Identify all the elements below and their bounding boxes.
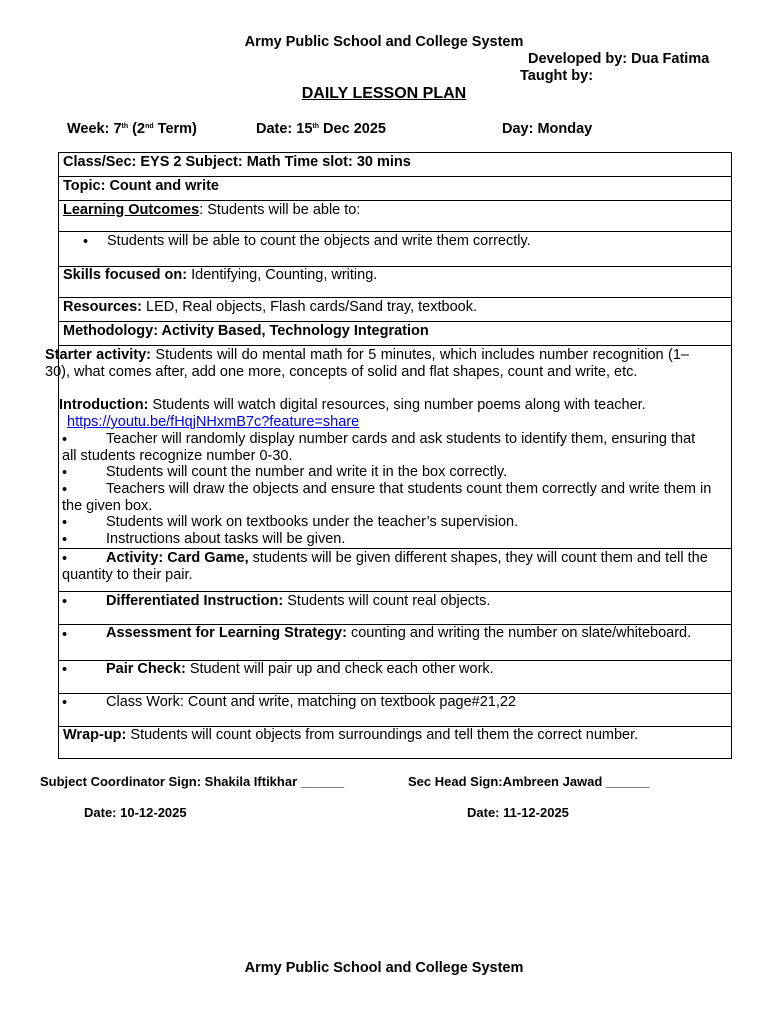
plan-title: DAILY LESSON PLAN — [301, 85, 467, 102]
assess-label: Assessment for Learning Strategy: — [106, 625, 347, 641]
lesson-day: Day: Monday — [502, 121, 593, 137]
intro-link[interactable]: https://youtu.be/fHqjNHxmB7c?feature=share — [67, 414, 360, 430]
topic-row — [58, 176, 732, 201]
step-2: Students will count the number and write it in the box correctly. — [106, 464, 508, 480]
classwork: Class Work: Count and write, matching on textbook page#21,22 — [106, 694, 516, 710]
week-sup: th — [121, 123, 129, 130]
class-line: Class/Sec: EYS 2 Subject: Math Time slot: 30 mins — [63, 154, 411, 170]
skills-line — [63, 267, 377, 283]
bullet-icon: • — [62, 662, 68, 678]
assess-text: counting and writing the number on slate/whiteboard. — [346, 625, 692, 641]
school-header: Army Public School and College System — [244, 34, 524, 50]
outcome-item-row — [58, 231, 732, 267]
starter-activity — [45, 347, 689, 381]
procedure-row — [45, 345, 732, 549]
outcomes-label: Learning Outcomes — [63, 202, 200, 218]
assessment — [106, 625, 691, 641]
bullet-icon: • — [62, 551, 68, 567]
assessment-row — [58, 624, 732, 661]
sec-head-sign: Sec Head Sign:Ambreen Jawad ______ — [408, 774, 650, 789]
term-open: (2 — [128, 121, 146, 137]
resources-row — [58, 297, 732, 322]
bullet-icon: • — [62, 465, 68, 481]
differentiated-row — [58, 591, 732, 625]
date-sup: th — [312, 123, 320, 130]
week-label: Week: 7 — [67, 121, 122, 137]
pair-label: Pair Check: — [106, 661, 186, 677]
wrap-text: Students will count objects from surroundings and tell them the correct number. — [126, 727, 639, 743]
starter-label: Starter activity: — [45, 347, 151, 363]
differentiated — [106, 593, 490, 609]
outcomes-line — [63, 202, 360, 218]
bullet-icon: • — [62, 695, 68, 711]
bullet-icon: • — [62, 532, 68, 548]
methodology: Methodology: Activity Based, Technology Integration — [63, 323, 429, 339]
lesson-date — [256, 121, 386, 137]
date-label: Date: 15 — [256, 121, 313, 137]
coordinator-date: Date: 10-12-2025 — [84, 805, 187, 820]
wrap-label: Wrap-up: — [63, 727, 127, 743]
taught-by: Taught by: — [520, 68, 594, 84]
classwork-row — [58, 693, 732, 727]
week-term — [67, 121, 197, 137]
skills-label: Skills focused on: — [63, 267, 188, 283]
outcome-item: Students will be able to count the objects and write them correctly. — [107, 233, 531, 249]
skills-text: Identifying, Counting, writing. — [187, 267, 378, 283]
wrap-up-row — [58, 726, 732, 759]
resources-label: Resources: — [63, 299, 142, 315]
footer-school: Army Public School and College System — [244, 960, 524, 976]
coordinator-sign: Subject Coordinator Sign: Shakila Iftikhar ______ — [40, 774, 345, 789]
step-1: Teacher will randomly display number cards and ask students to identify them, ensuring that all students recognize number 0-30. — [62, 431, 696, 464]
starter-text: Students will do mental math for 5 minutes, which includes number recognition (1–30), what comes after, add one more, concepts of solid and flat shapes, count and write, etc. — [45, 347, 689, 380]
activity-text: students will be given different shapes, they will count them and tell the quantity to their pair. — [62, 550, 708, 583]
introduction — [59, 397, 646, 413]
topic: Topic: Count and write — [63, 178, 219, 194]
step-4: Students will work on textbooks under the teacher’s supervision. — [106, 514, 519, 530]
sec-head-date: Date: 11-12-2025 — [467, 805, 569, 820]
resources-text: LED, Real objects, Flash cards/Sand tray, textbook. — [141, 299, 477, 315]
intro-link-wrap — [67, 414, 359, 430]
diff-label: Differentiated Instruction: — [106, 593, 284, 609]
term-close: Term) — [153, 121, 197, 137]
bullet-icon: • — [83, 234, 89, 250]
intro-text: Students will watch digital resources, sing number poems along with teacher. — [148, 397, 646, 413]
bullet-icon: • — [62, 627, 68, 643]
bullet-icon: • — [62, 432, 68, 448]
diff-text: Students will count real objects. — [283, 593, 491, 609]
wrap-up — [63, 727, 638, 743]
pair-check-row — [58, 660, 732, 694]
step-5: Instructions about tasks will be given. — [106, 531, 346, 547]
pair-text: Student will pair up and check each other work. — [185, 661, 494, 677]
activity — [62, 550, 728, 584]
developed-by: Developed by: Dua Fatima — [528, 51, 710, 67]
step-3: Teachers will draw the objects and ensure that students count them correctly and write them in the given box. — [62, 481, 712, 514]
outcomes-text: : Students will be able to: — [199, 202, 361, 218]
date-rest: Dec 2025 — [319, 121, 386, 137]
resources-line — [63, 299, 477, 315]
bullet-icon: • — [62, 594, 68, 610]
activity-label: Activity: Card Game, — [106, 550, 249, 566]
pair-check — [106, 661, 494, 677]
activity-row — [58, 548, 732, 592]
skills-row — [58, 266, 732, 298]
intro-label: Introduction: — [59, 397, 149, 413]
outcomes-row — [58, 200, 732, 232]
bullet-icon: • — [62, 515, 68, 531]
methodology-row — [58, 321, 732, 346]
class-row — [58, 152, 732, 177]
bullet-icon: • — [62, 482, 68, 498]
term-sup: nd — [145, 123, 154, 130]
